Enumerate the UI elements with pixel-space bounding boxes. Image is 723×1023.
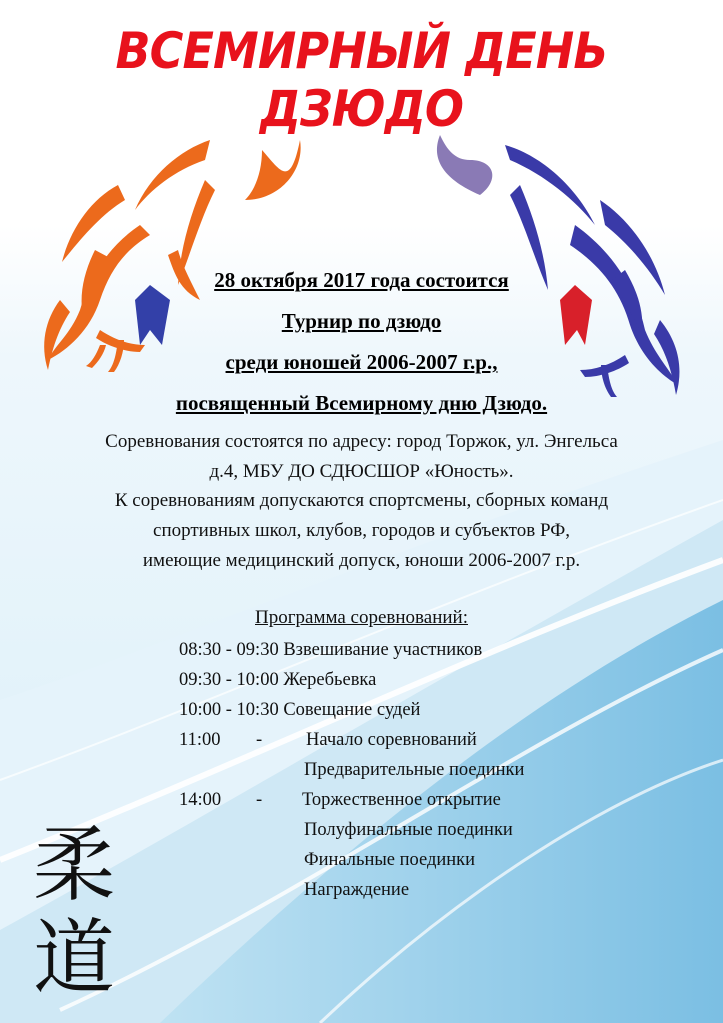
program-event: Предварительные поединки (304, 760, 525, 780)
headline-date: 28 октября 2017 года состоится (214, 268, 509, 292)
admission-line-2: спортивных школ, клубов, городов и субъектов РФ, (153, 520, 570, 541)
program-row-weighing (179, 640, 482, 661)
program-dash: - (256, 790, 263, 810)
kanji-do: 道 (32, 911, 115, 1006)
program-event: Начало соревнований (306, 730, 477, 750)
kanji-ju: 柔 (32, 818, 115, 913)
address-line-2: д.4, МБУ ДО СДЮСШОР «Юность». (209, 461, 514, 482)
admission-line-3: имеющие медицинский допуск, юноши 2006-2007 г.р. (142, 550, 581, 571)
program-time: 11:00 (179, 730, 221, 750)
program-dash: - (256, 730, 263, 750)
program-time: 09:30 - 10:00 (179, 670, 279, 690)
program-event: Полуфинальные поединки (304, 820, 513, 840)
headline-category: среди юношей 2006-2007 г.р., (225, 350, 498, 374)
program-event: Жеребьевка (283, 670, 377, 690)
headline-dedication: посвященный Всемирному дню Дзюдо. (175, 391, 548, 415)
program-row-judges (179, 700, 420, 721)
headline-event: Турнир по дзюдо (281, 309, 442, 333)
admission-paragraph (0, 486, 723, 576)
program-event: Взвешивание участников (283, 640, 483, 660)
program-event: Награждение (304, 880, 410, 900)
program-row-draw (179, 670, 376, 691)
program-title: Программа соревнований: (255, 607, 468, 628)
program-time: 10:00 - 10:30 (179, 700, 279, 720)
address-paragraph (0, 427, 723, 487)
program-time: 14:00 (179, 790, 222, 810)
admission-line-1: К соревнованиям допускаются спортсмены, сборных команд (114, 490, 609, 511)
address-line-1: Соревнования состоятся по адресу: город Торжок, ул. Энгельса (105, 431, 618, 452)
program-event: Торжественное открытие (302, 790, 501, 810)
page-title: ВСЕМИРНЫЙ ДЕНЬ ДЗЮДО (115, 22, 608, 138)
program-event: Финальные поединки (304, 850, 476, 870)
program-time: 08:30 - 09:30 (179, 640, 279, 660)
program-event: Совещание судей (283, 700, 421, 720)
